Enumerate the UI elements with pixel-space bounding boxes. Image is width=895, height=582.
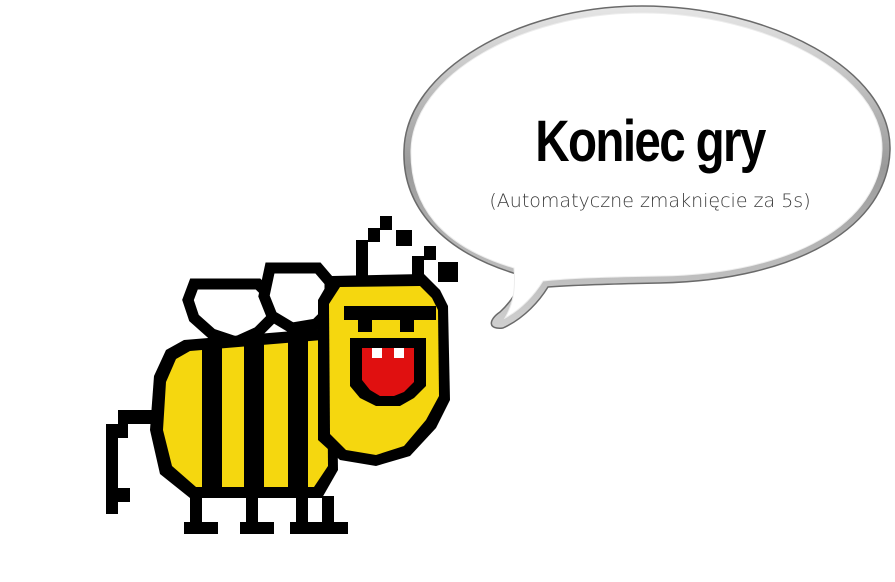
bee-tooth xyxy=(394,348,404,358)
bee-stripe xyxy=(288,340,308,492)
bee-antenna xyxy=(356,240,368,276)
auto-close-countdown-text: (Automatyczne zmaknięcie za 5s) xyxy=(489,190,811,212)
bee-leg xyxy=(184,522,218,534)
bee-eye-band xyxy=(344,306,436,320)
bee-tail xyxy=(106,424,128,438)
bee-tail xyxy=(106,438,118,514)
bee-antenna xyxy=(438,262,458,282)
bee-stripe xyxy=(244,343,264,493)
bee-stripe xyxy=(202,345,222,493)
bee-leg xyxy=(190,496,202,524)
bee-leg xyxy=(246,496,258,524)
bee-leg xyxy=(296,496,308,524)
bee-antenna xyxy=(368,228,380,242)
bee-antenna xyxy=(412,256,424,276)
bee-mouth-fill xyxy=(362,348,414,396)
bee-eye-band xyxy=(400,320,414,332)
bee-tooth xyxy=(372,348,382,358)
bee-antenna xyxy=(380,216,392,230)
bee-mascot-icon xyxy=(106,216,458,534)
bee-leg xyxy=(318,522,348,534)
bee-leg xyxy=(240,522,274,534)
bee-antenna xyxy=(396,230,412,246)
bee-tail xyxy=(118,488,130,502)
game-over-title: Koniec gry xyxy=(535,109,765,174)
bee-antenna xyxy=(424,246,436,260)
bee-leg xyxy=(322,496,334,524)
bee-tail xyxy=(118,410,158,424)
bee-eye-band xyxy=(358,320,372,332)
